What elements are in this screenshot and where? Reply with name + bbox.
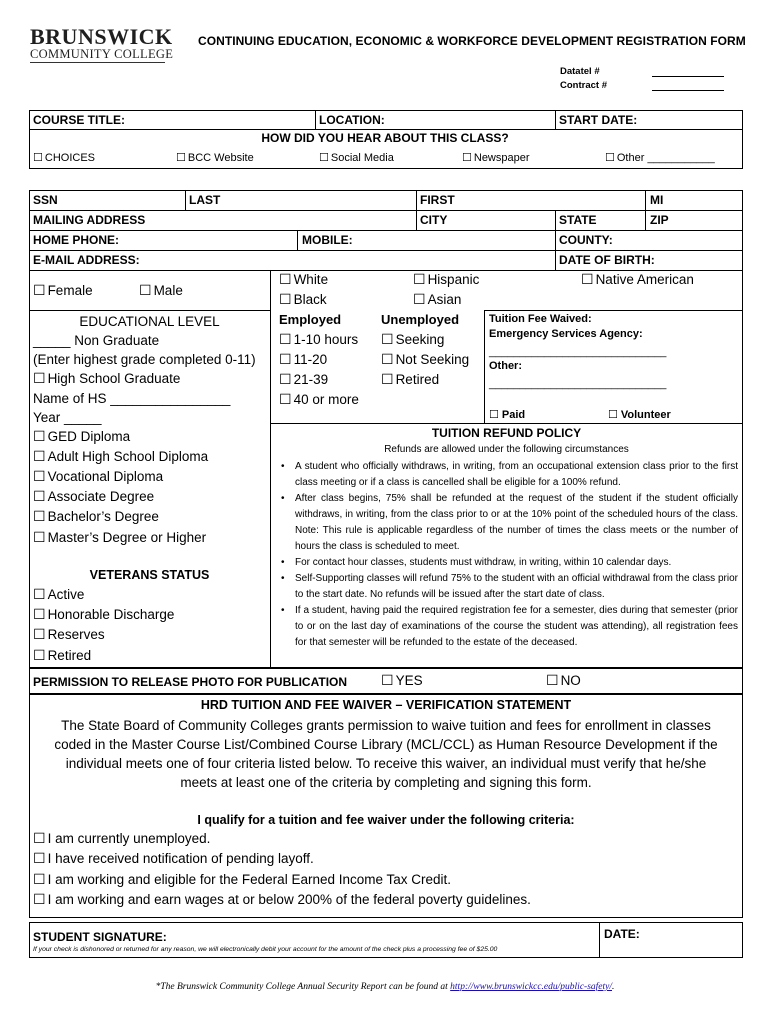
non-graduate-field[interactable]: _____ Non Graduate xyxy=(33,333,160,348)
refund-item: • For contact hour classes, students must withdraw, in writing, within 10 calendar days. xyxy=(272,555,738,571)
male-checkbox[interactable]: ☐ Male xyxy=(139,283,183,299)
datatel-field[interactable] xyxy=(652,76,724,77)
unemployed-heading: Unemployed xyxy=(381,312,460,327)
security-report-footnote xyxy=(0,982,770,992)
refund-policy-intro: Refunds are allowed under the following circumstances xyxy=(384,444,629,455)
refund-item: • A student who officially withdraws, in writing, from an occupational extension class prior to the first class meeting or if a class is cancelled shall be eligible for a 100% refund. xyxy=(272,459,738,491)
refund-item: • After class begins, 75% shall be refunded at the request of the student if the student officially withdraws, in writing, from the class prior to or at the 10% point of the scheduled hours of the class. Note: This rule is applicable regardless of the number of times the class meets or the number of hours the class is scheduled to meet. xyxy=(272,491,738,555)
start-date-field[interactable]: START DATE: xyxy=(559,113,638,127)
adult-hs-checkbox[interactable]: ☐ Adult High School Diploma xyxy=(33,449,208,465)
native-american-checkbox[interactable]: ☐ Native American xyxy=(581,272,694,288)
asian-checkbox[interactable]: ☐ Asian xyxy=(413,292,461,308)
name-of-hs-field[interactable]: Name of HS ________________ xyxy=(33,391,231,406)
hours-21-39-checkbox[interactable]: ☐ 21-39 xyxy=(279,372,328,388)
hours-40-checkbox[interactable]: ☐ 40 or more xyxy=(279,392,359,408)
hear-question: HOW DID YOU HEAR ABOUT THIS CLASS? xyxy=(261,131,509,145)
agency-field[interactable]: _____________________________ xyxy=(489,346,667,358)
photo-yes-checkbox[interactable]: ☐ YES xyxy=(381,673,423,689)
refund-policy-list xyxy=(272,459,738,651)
photo-no-checkbox[interactable]: ☐ NO xyxy=(546,673,581,689)
email-field[interactable]: E-MAIL ADDRESS: xyxy=(33,253,140,267)
hours-11-20-checkbox[interactable]: ☐ 11-20 xyxy=(279,352,327,368)
ged-checkbox[interactable]: ☐ GED Diploma xyxy=(33,429,130,445)
enter-grade-note: (Enter highest grade completed 0-11) xyxy=(33,352,256,367)
logo-brunswick: BRUNSWICK xyxy=(30,24,173,49)
dishonored-check-note: If your check is dishonored or returned for any reason, we will electronically debit your account for the amount of the check plus a processing fee of $25.00 xyxy=(33,946,498,953)
footnote-end: . xyxy=(612,982,615,992)
white-checkbox[interactable]: ☐ White xyxy=(279,272,328,288)
other-checkbox[interactable]: ☐ Other ___________ xyxy=(605,151,715,164)
first-name-field[interactable]: FIRST xyxy=(420,193,455,207)
waiver-line-1: The State Board of Community Colleges grants permission to waive tuition and fees for enrollment in classes xyxy=(61,718,711,733)
logo-underline xyxy=(30,62,165,63)
waiver-qualify: I qualify for a tuition and fee waiver under the following criteria: xyxy=(197,813,575,827)
not-seeking-checkbox[interactable]: ☐ Not Seeking xyxy=(381,352,469,368)
vocational-checkbox[interactable]: ☐ Vocational Diploma xyxy=(33,469,163,485)
bachelors-checkbox[interactable]: ☐ Bachelor’s Degree xyxy=(33,509,159,525)
mailing-address-field[interactable]: MAILING ADDRESS xyxy=(33,213,146,227)
signature-field[interactable]: STUDENT SIGNATURE: xyxy=(33,930,167,944)
associate-checkbox[interactable]: ☐ Associate Degree xyxy=(33,489,154,505)
waiver-line-3: individual meets one of four criteria listed below. To receive this waiver, an individual must verify that he/she xyxy=(65,756,707,771)
city-field[interactable]: CITY xyxy=(420,213,448,227)
criteria-poverty-checkbox[interactable]: ☐ I am working and earn wages at or below 200% of the federal poverty guidelines. xyxy=(33,892,531,908)
volunteer-checkbox[interactable]: ☐ Volunteer xyxy=(608,408,671,421)
criteria-layoff-checkbox[interactable]: ☐ I have received notification of pending layoff. xyxy=(33,851,314,867)
agency-label: Emergency Services Agency: xyxy=(489,328,643,340)
ssn-field[interactable]: SSN xyxy=(33,193,58,207)
emp-retired-checkbox[interactable]: ☐ Retired xyxy=(381,372,439,388)
seeking-checkbox[interactable]: ☐ Seeking xyxy=(381,332,444,348)
criteria-unemployed-checkbox[interactable]: ☐ I am currently unemployed. xyxy=(33,831,210,847)
other-agency-field[interactable]: _____________________________ xyxy=(489,378,667,390)
honorable-checkbox[interactable]: ☐ Honorable Discharge xyxy=(33,607,174,623)
hs-graduate-checkbox[interactable]: ☐ High School Graduate xyxy=(33,371,180,387)
education-title: EDUCATIONAL LEVEL xyxy=(79,314,220,329)
mobile-field[interactable]: MOBILE: xyxy=(302,233,353,247)
female-checkbox[interactable]: ☐ Female xyxy=(33,283,93,299)
reserves-checkbox[interactable]: ☐ Reserves xyxy=(33,627,105,643)
newspaper-checkbox[interactable]: ☐ Newspaper xyxy=(462,151,530,164)
last-name-field[interactable]: LAST xyxy=(189,193,221,207)
county-field[interactable]: COUNTY: xyxy=(559,233,613,247)
state-field[interactable]: STATE xyxy=(559,213,597,227)
course-title-field[interactable]: COURSE TITLE: xyxy=(33,113,125,127)
contract-label: Contract # xyxy=(560,80,607,91)
black-checkbox[interactable]: ☐ Black xyxy=(279,292,327,308)
paid-checkbox[interactable]: ☐ Paid xyxy=(489,408,525,421)
datatel-label: Datatel # xyxy=(560,66,600,77)
tuition-waived-label: Tuition Fee Waived: xyxy=(489,313,592,325)
waiver-title: HRD TUITION AND FEE WAIVER – VERIFICATION STATEMENT xyxy=(200,698,572,712)
criteria-eitc-checkbox[interactable]: ☐ I am working and eligible for the Federal Earned Income Tax Credit. xyxy=(33,872,451,888)
choices-checkbox[interactable]: ☐ CHOICES xyxy=(33,151,95,164)
waiver-line-4: meets at least one of the criteria by completing and signing this form. xyxy=(180,775,592,790)
waiver-line-2: coded in the Master Course List/Combined Course Library (MCL/CCL) as Human Resource Development if the xyxy=(54,737,718,752)
public-safety-link[interactable]: http://www.brunswickcc.edu/public-safety/ xyxy=(450,982,612,992)
footnote-text: *The Brunswick Community College Annual Security Report can be found at xyxy=(155,982,451,992)
date-field[interactable]: DATE: xyxy=(604,927,640,941)
location-field[interactable]: LOCATION: xyxy=(319,113,385,127)
dob-field[interactable]: DATE OF BIRTH: xyxy=(559,253,655,267)
refund-item: • If a student, having paid the required registration fee for a semester, dies during that semester (prior to or on the last day of examinations of the course the student was attending), all registration fees for that semester will be refunded to the estate of the deceased. xyxy=(272,603,738,651)
employed-heading: Employed xyxy=(279,312,342,327)
contract-field[interactable] xyxy=(652,90,724,91)
bcc-website-checkbox[interactable]: ☐ BCC Website xyxy=(176,151,254,164)
social-media-checkbox[interactable]: ☐ Social Media xyxy=(319,151,394,164)
mi-field[interactable]: MI xyxy=(650,193,664,207)
refund-policy-title: TUITION REFUND POLICY xyxy=(431,426,582,440)
refund-item: • Self-Supporting classes will refund 75% to the student with an official withdrawal from the class prior to the start date. No refunds will be issued after the start date of class. xyxy=(272,571,738,603)
veterans-title: VETERANS STATUS xyxy=(89,568,210,582)
other-agency-label: Other: xyxy=(489,360,522,372)
zip-field[interactable]: ZIP xyxy=(650,213,669,227)
photo-permission-label: PERMISSION TO RELEASE PHOTO FOR PUBLICATION xyxy=(33,675,348,689)
vet-retired-checkbox[interactable]: ☐ Retired xyxy=(33,648,91,664)
hispanic-checkbox[interactable]: ☐ Hispanic xyxy=(413,272,479,288)
logo-community-college: COMMUNITY COLLEGE xyxy=(30,47,174,61)
hours-1-10-checkbox[interactable]: ☐ 1-10 hours xyxy=(279,332,358,348)
home-phone-field[interactable]: HOME PHONE: xyxy=(33,233,120,247)
year-field[interactable]: Year _____ xyxy=(33,410,102,425)
form-title: CONTINUING EDUCATION, ECONOMIC & WORKFORCE DEVELOPMENT REGISTRATION FORM xyxy=(198,34,746,48)
masters-checkbox[interactable]: ☐ Master’s Degree or Higher xyxy=(33,530,206,546)
active-checkbox[interactable]: ☐ Active xyxy=(33,587,84,603)
